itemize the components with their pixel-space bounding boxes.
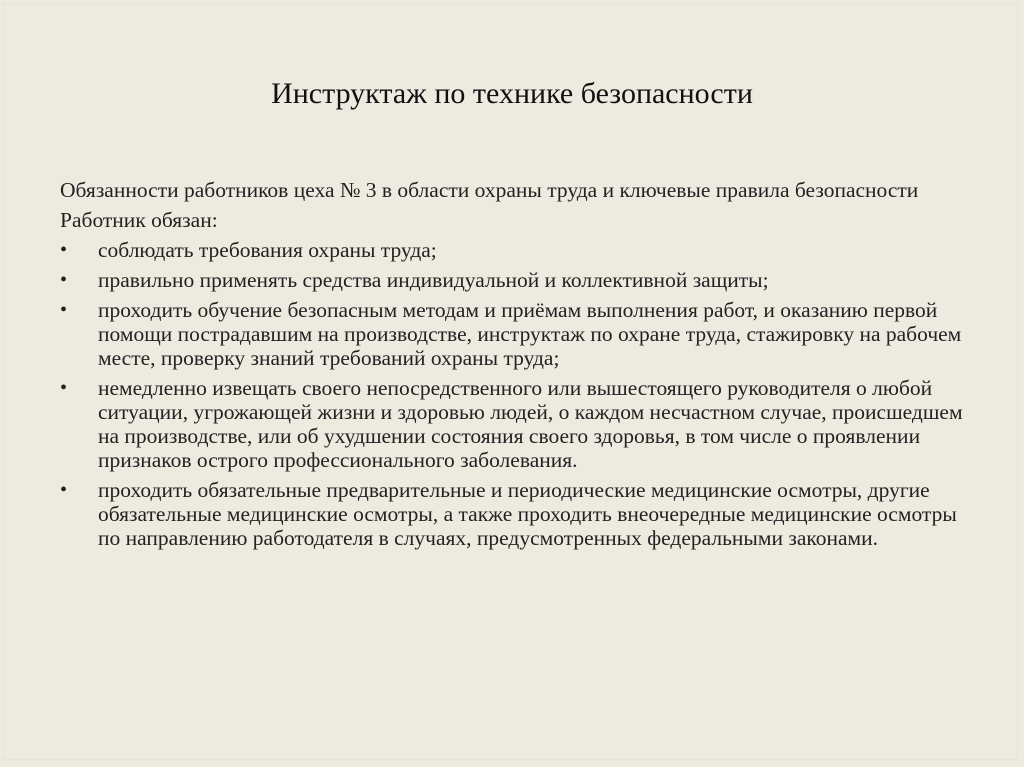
list-item — [60, 268, 970, 292]
slide-title: Инструктаж по технике безопасности — [271, 77, 753, 110]
obligations-list — [60, 238, 970, 550]
slide-body — [60, 178, 970, 556]
intro-paragraph: Обязанности работников цеха № 3 в области охраны труда и ключевые правила безопасности — [60, 178, 919, 202]
list-item-text: соблюдать требования охраны труда; — [98, 238, 437, 262]
list-item — [60, 238, 970, 262]
list-item-text: правильно применять средства индивидуальной и коллективной защиты; — [98, 268, 769, 292]
bullet-icon: • — [60, 479, 68, 501]
bullet-icon: • — [60, 239, 68, 261]
bullet-icon: • — [60, 299, 68, 321]
list-item — [60, 376, 970, 472]
obligations-label: Работник обязан: — [60, 208, 218, 232]
list-item-text: проходить обязательные предварительные и периодические медицинские осмотры, другие обязательные медицинские осмотры, а также проходить внеочередные медицинские осмотры по направлению работодателя в случаях, предусмотренных федеральными законами. — [98, 478, 957, 550]
list-item — [60, 298, 970, 370]
list-item-text: проходить обучение безопасным методам и приёмам выполнения работ, и оказанию первой помощи пострадавшим на производстве, инструктаж по охране труда, стажировку на рабочем месте, проверку знаний требований охраны труда; — [98, 298, 962, 370]
bullet-icon: • — [60, 269, 68, 291]
list-item — [60, 478, 970, 550]
list-item-text: немедленно извещать своего непосредственного или вышестоящего руководителя о любой ситуации, угрожающей жизни и здоровью людей, о каждом несчастном случае, происшедшем на производстве, или об ухудшении состояния своего здоровья, в том числе о проявлении признаков острого профессионального заболевания. — [98, 376, 963, 472]
bullet-icon: • — [60, 377, 68, 399]
